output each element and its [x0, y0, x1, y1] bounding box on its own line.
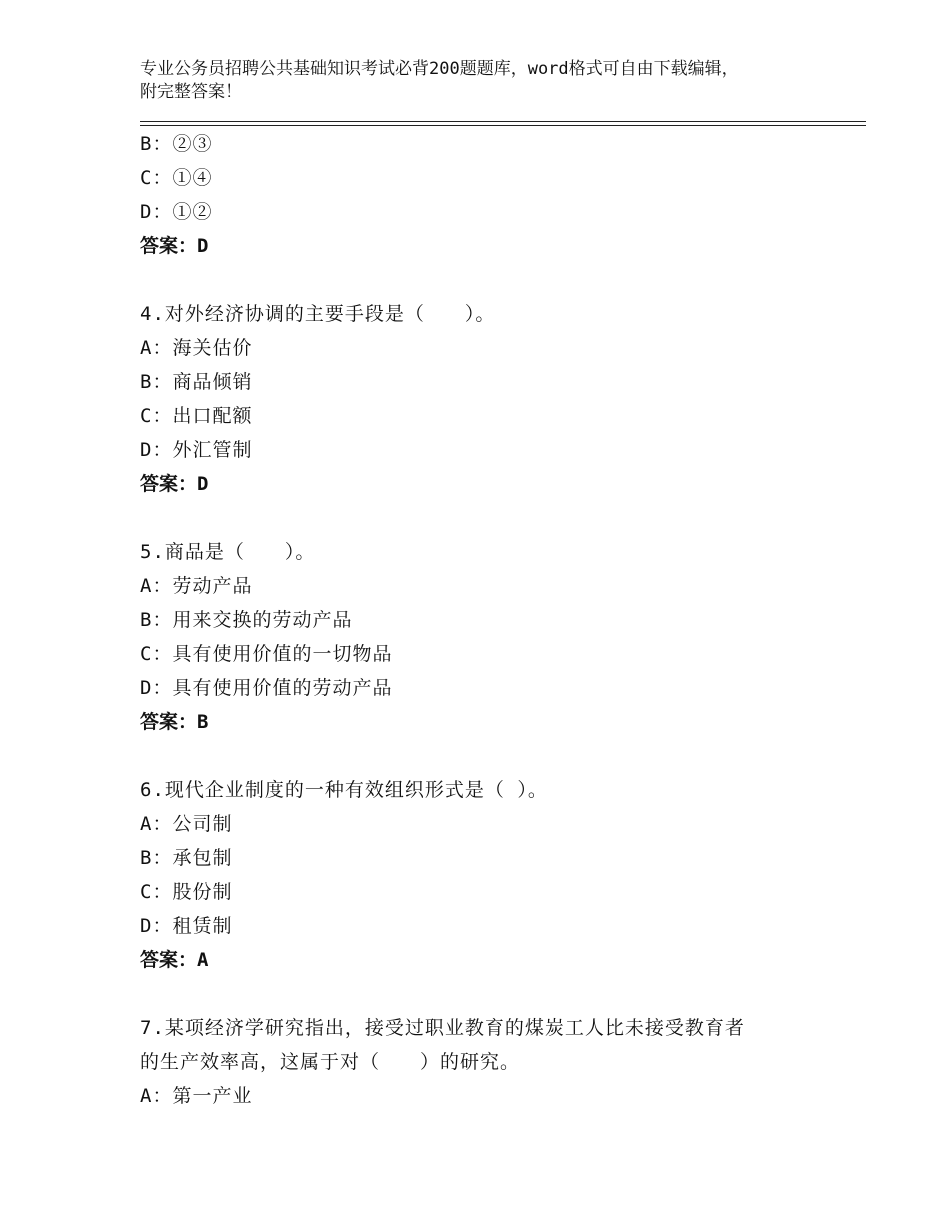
option-b: B：用来交换的劳动产品: [140, 609, 353, 631]
answer: 答案：B: [140, 711, 209, 733]
question-7: [140, 1011, 840, 1113]
header-divider-top: [140, 121, 866, 122]
option-d: D：①②: [140, 201, 213, 223]
answer: 答案：A: [140, 949, 209, 971]
question-stem: 5.商品是（ ）。: [140, 541, 316, 563]
option-b: B：②③: [140, 133, 213, 155]
option-d: D：外汇管制: [140, 439, 253, 461]
header-divider-bottom: [140, 125, 866, 126]
question-stem: 4.对外经济协调的主要手段是（ ）。: [140, 303, 496, 325]
question-4: [140, 297, 840, 501]
answer: 答案：D: [140, 235, 209, 257]
question-fragment: [140, 127, 840, 263]
header-line-1: 专业公务员招聘公共基础知识考试必背200题题库，word格式可自由下载编辑，: [140, 59, 739, 79]
document-header: [140, 58, 820, 104]
option-b: B：商品倾销: [140, 371, 253, 393]
option-c: C：出口配额: [140, 405, 253, 427]
question-6: [140, 773, 840, 977]
option-d: D：租赁制: [140, 915, 233, 937]
option-b: B：承包制: [140, 847, 233, 869]
option-c: C：具有使用价值的一切物品: [140, 643, 393, 665]
question-5: [140, 535, 840, 739]
option-d: D：具有使用价值的劳动产品: [140, 677, 393, 699]
question-stem: 6.现代企业制度的一种有效组织形式是（ ）。: [140, 779, 548, 801]
option-c: C：①④: [140, 167, 213, 189]
option-a: A：第一产业: [140, 1085, 253, 1107]
option-c: C：股份制: [140, 881, 233, 903]
answer: 答案：D: [140, 473, 209, 495]
option-a: A：海关估价: [140, 337, 253, 359]
document-body: [140, 127, 840, 1113]
option-a: A：劳动产品: [140, 575, 253, 597]
question-stem-line-2: 的生产效率高，这属于对（ ）的研究。: [140, 1051, 521, 1073]
question-stem-line-1: 7.某项经济学研究指出，接受过职业教育的煤炭工人比未接受教育者: [140, 1017, 745, 1039]
option-a: A：公司制: [140, 813, 233, 835]
header-line-2: 附完整答案！: [140, 82, 242, 102]
